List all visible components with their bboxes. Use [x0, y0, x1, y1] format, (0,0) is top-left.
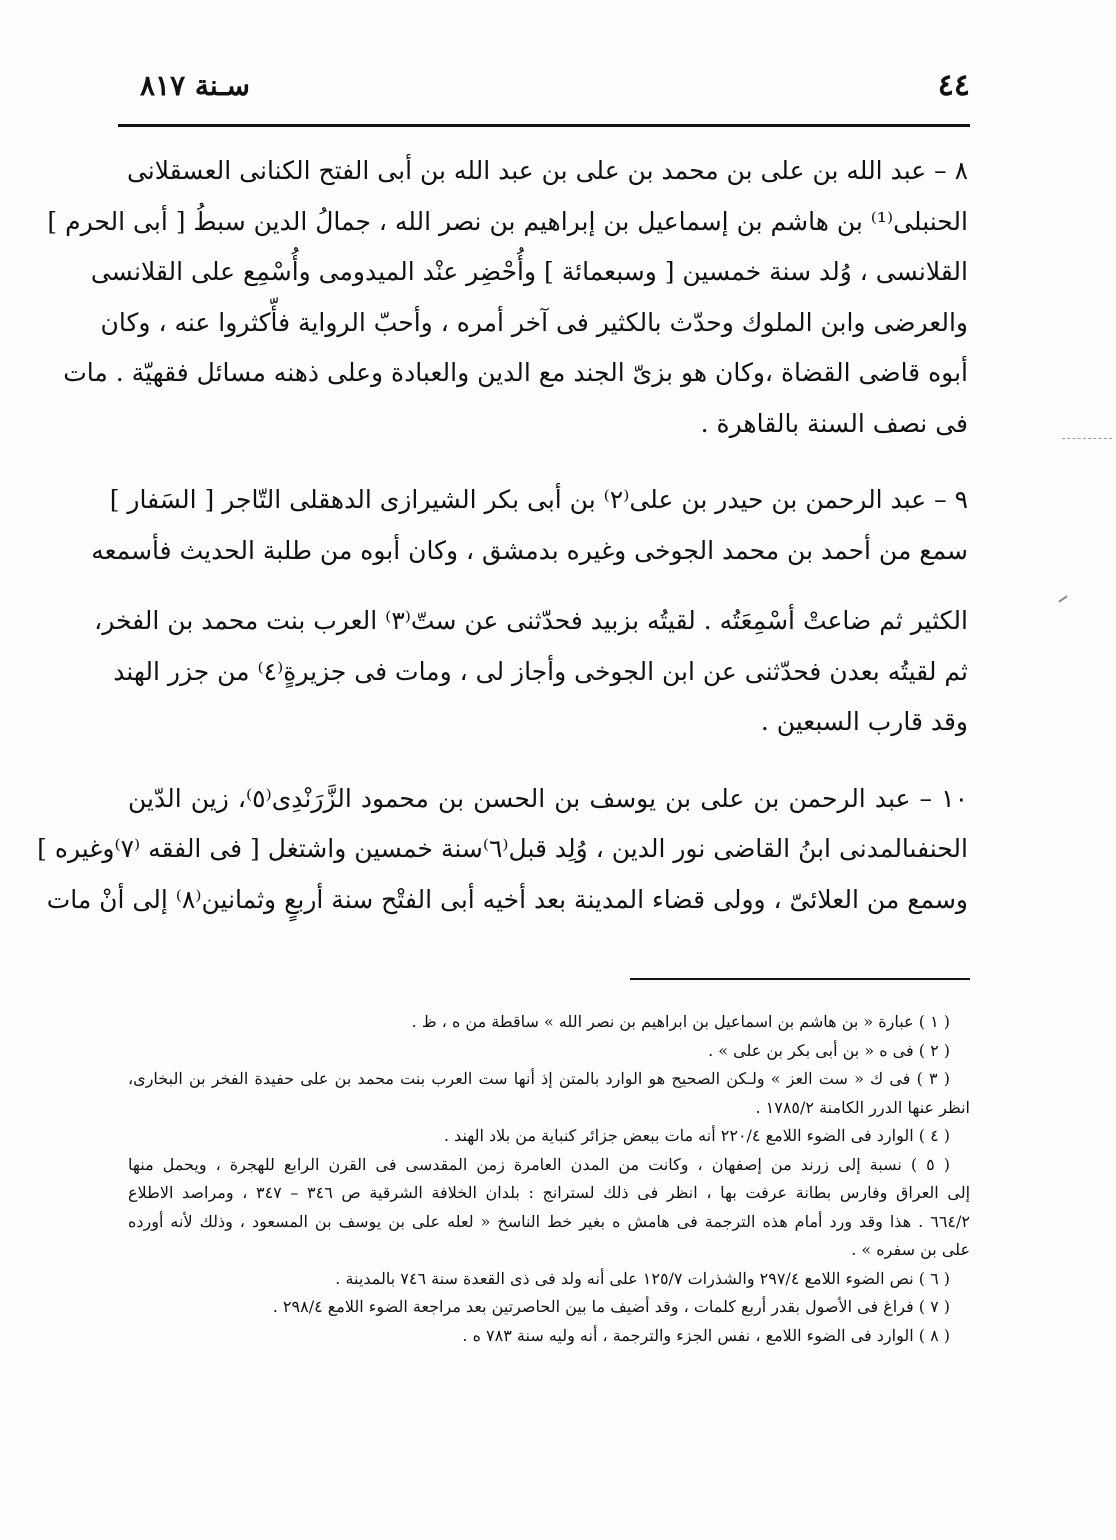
footnote-rule: [630, 978, 970, 980]
main-text: [37, 146, 968, 951]
text-line: أبوه قاضى القضاة ،وكان هو بزىّ الجند مع الدين والعبادة وعلى ذهنه مسائل فقهيّة . مات: [63, 358, 968, 387]
footnote-line: ( ٨ ) الوارد فى الضوء اللامع ، نفس الجزء والترجمة ، أنه وليه سنة ٧٨٣ ه .: [462, 1325, 950, 1345]
running-head-year: سـنة ٨١٧: [140, 69, 250, 102]
text-line: وقد قارب السبعين .: [760, 707, 968, 736]
footnotes: [128, 1008, 970, 1350]
text-line: سمع من أحمد بن محمد الجوخى وغيره بدمشق ، وكان أبوه من طلبة الحديث فأسمعه: [91, 535, 968, 565]
text-line: ٨ – عبد الله بن على بن محمد بن على بن عبد الله بن أبى الفتح الكنانى العسقلانى: [126, 156, 968, 185]
text-line: ثم لقيتُه بعدن فحدّثنى عن ابن الجوخى وأجاز لى ، ومات فى جزيرةٍ⁽٤⁾ من جزر الهند: [113, 656, 968, 686]
footnote-line: ( ٤ ) الوارد فى الضوء اللامع ٢٢٠/٤ أنه مات ببعض جزائر كنباية من بلاد الهند .: [443, 1126, 950, 1145]
header-rule: [118, 124, 970, 127]
footnote-line: إلى العراق وفارس بطانة عرفت بها ، انظر فى ذلك لسترانج : بلدان الخلافة الشرقية ص ٣٤٦ – ٣٤٧ ، ومراصد الاطلاع: [128, 1183, 971, 1202]
footnote-line: ( ٧ ) فراغ فى الأصول بقدر أربع كلمات ، وقد أضيف ما بين الحاصرتين بعد مراجعة الضوء اللامع ٢٩٨/٤ .: [272, 1297, 950, 1316]
footnote-line: على بن سفره » .: [851, 1240, 970, 1259]
margin-scan-mark: [1058, 595, 1067, 602]
text-line: الحنفىالمدنى ابنُ القاضى نور الدين ، وُلِد قبل⁽٦⁾سنة خمسين واشتغل [ فى الفقه ⁽٧⁾وغيره ]: [37, 834, 968, 863]
text-line: ١٠ – عبد الرحمن بن على بن يوسف بن الحسن بن محمود الزَّرَنْدِى⁽٥⁾، زين الدّين: [128, 783, 968, 813]
text-line: ٩ – عبد الرحمن بن حيدر بن على⁽٢⁾ بن أبى بكر الشيرازى الدهقلى التّاجر [ السَفار ]: [109, 485, 968, 514]
footnote-line: ( ١ ) عبارة « بن هاشم بن اسماعيل بن ابراهيم بن نصر الله » ساقطة من ه ، ظ .: [411, 1012, 950, 1031]
footnote-line: ٦٦٤/٢ . هذا وقد ورد أمام هذه الترجمة فى هامش ه بغير خط الناسخ « لعله على بن يوسف بن المسعود ، وذلك لأنه أورده: [128, 1211, 970, 1231]
footnote-line: انظر عنها الدرر الكامنة ١٧٨٥/٢ .: [755, 1097, 970, 1117]
entry-9: [91, 475, 968, 748]
entry-8: [47, 146, 968, 449]
footnote-line: ( ٦ ) نص الضوء اللامع ٢٩٧/٤ والشذرات ١٢٥/٧ على أنه ولد فى ذى القعدة سنة ٧٤٦ بالمدينة .: [335, 1268, 950, 1288]
text-line: وسمع من العلائىّ ، وولى قضاء المدينة بعد أخيه أبى الفتْح سنة أربعٍ وثمانين⁽٨⁾ إلى أنْ مات: [46, 884, 968, 914]
page-number: ٤٤: [937, 68, 970, 103]
text-line: الحنبلى⁽¹⁾ بن هاشم بن إسماعيل بن إبراهيم بن نصر الله ، جمالُ الدين سبطُ [ أبى الحرم ]: [47, 206, 968, 236]
footnote-line: ( ٥ ) نسبة إلى زرند من إصفهان ، وكانت من المدن العامرة زمن المقدسى فى القرن الرابع للهجرة ، ويحمل منها: [128, 1154, 951, 1174]
footnote-line: ( ٣ ) فى ك « ست العز » ولـكن الصحيح هو الوارد بالمتن إذ أنها ست العرب بنت محمد بن على حفيدة الفخر بن البخارى،: [128, 1069, 951, 1088]
text-line: والعرضى وابن الملوك وحدّث بالكثير فى آخر أمره ، وأحبّ الرواية فأّكثروا عنه ، وكان: [100, 307, 968, 337]
entry-10: [37, 774, 968, 926]
page-header: [120, 62, 970, 110]
text-line: الكثير ثم ضاعتْ أسْمِعَتُه . لقيتُه بزبيد فحدّثنى عن ستّ⁽٣⁾ العرب بنت محمد بن الفخر،: [94, 606, 968, 635]
text-line: فى نصف السنة بالقاهرة .: [700, 408, 968, 438]
margin-scan-mark: [1062, 438, 1112, 440]
footnote-line: ( ٢ ) فى ه « بن أبى بكر بن على » .: [708, 1040, 950, 1060]
text-line: القلانسى ، وُلد سنة خمسين [ وسبعمائة ] وأُحْضِر عنْد الميدومى وأُسْمِع على القلانسى: [90, 257, 968, 286]
